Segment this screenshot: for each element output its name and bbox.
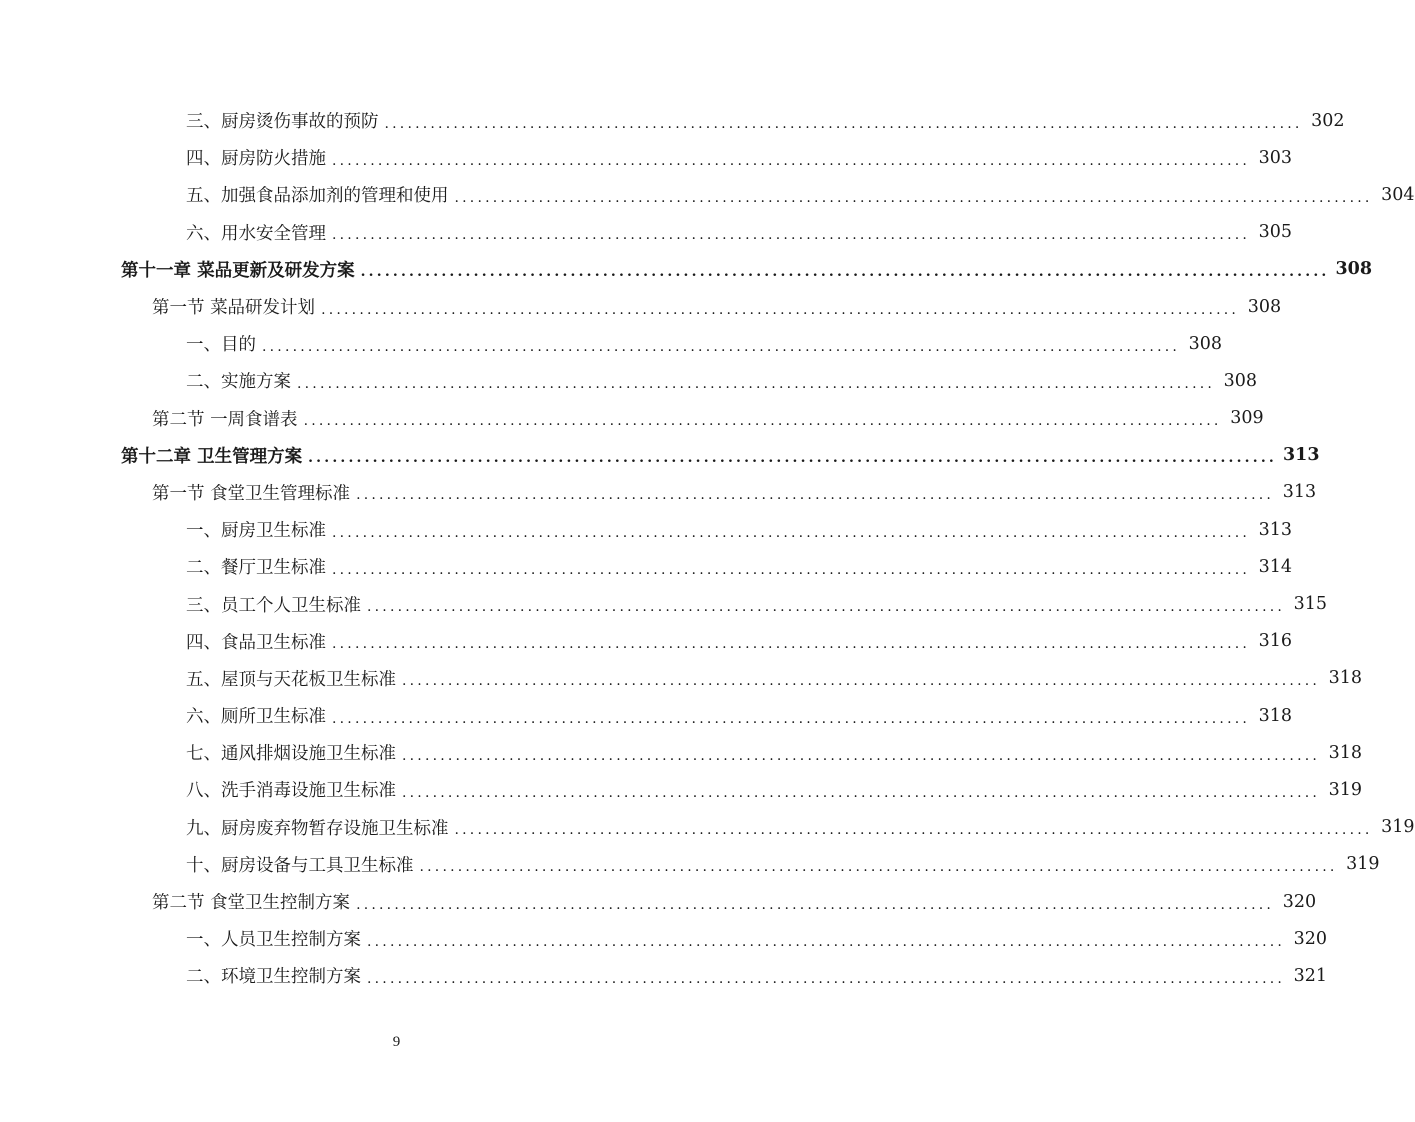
toc-entry-title: 第二节 一周食谱表 — [152, 409, 298, 430]
toc-entry-page: 313 — [1282, 445, 1320, 466]
toc-dot-leader: ........................................................................................................................ — [356, 487, 1275, 504]
toc-entry-page: 315 — [1293, 594, 1328, 615]
toc-entry-title: 六、用水安全管理 — [186, 223, 326, 244]
toc-entry-title: 一、厨房卫生标准 — [186, 521, 326, 542]
toc-entry-title: 五、屋顶与天花板卫生标准 — [186, 669, 396, 690]
toc-entry-title: 二、环境卫生控制方案 — [186, 967, 361, 988]
toc-entry[interactable] — [0, 176, 1415, 213]
toc-entry-page: 321 — [1293, 965, 1328, 986]
toc-entry-title: 第十二章 卫生管理方案 — [121, 446, 303, 467]
toc-entry-page: 318 — [1328, 742, 1363, 763]
toc-entry-title: 一、目的 — [186, 335, 256, 356]
toc-dot-leader: ........................................................................................................................ — [454, 189, 1373, 206]
toc-entry-page: 319 — [1381, 817, 1415, 838]
toc-section-entry[interactable] — [0, 474, 1317, 511]
toc-entry-title: 七、通风排烟设施卫生标准 — [186, 744, 396, 765]
toc-entry-page: 305 — [1258, 222, 1293, 243]
toc-dot-leader: ........................................................................................................................ — [384, 115, 1303, 132]
toc-dot-leader: ........................................................................................................................ — [402, 673, 1321, 690]
toc-dot-leader: ........................................................................................................................ — [419, 859, 1338, 876]
toc-entry-page: 308 — [1335, 259, 1373, 280]
toc-entry-page: 314 — [1258, 556, 1293, 577]
toc-entry-title: 十、厨房设备与工具卫生标准 — [186, 855, 414, 876]
toc-entry[interactable] — [0, 214, 1293, 251]
toc-entry-title: 五、加强食品添加剂的管理和使用 — [186, 186, 449, 207]
toc-entry[interactable] — [0, 920, 1328, 957]
toc-entry[interactable] — [0, 623, 1293, 660]
toc-entry-title: 六、厕所卫生标准 — [186, 707, 326, 728]
toc-dot-leader: ........................................................................................................................ — [367, 970, 1286, 987]
toc-entry-page: 313 — [1282, 482, 1317, 503]
toc-entry[interactable] — [0, 511, 1293, 548]
toc-entry-page: 316 — [1258, 631, 1293, 652]
toc-entry-page: 309 — [1230, 408, 1264, 429]
toc-entry-title: 三、员工个人卫生标准 — [186, 595, 361, 616]
page-number: 9 — [392, 1034, 401, 1050]
toc-entry-page: 320 — [1282, 891, 1317, 912]
toc-dot-leader: ........................................................................................................................ — [332, 152, 1251, 169]
toc-entry-page: 304 — [1381, 184, 1415, 205]
toc-dot-leader: ........................................................................................................................ — [367, 933, 1286, 950]
toc-entry-page: 302 — [1311, 110, 1345, 131]
toc-entry-page: 318 — [1258, 705, 1293, 726]
toc-entry[interactable] — [0, 102, 1345, 139]
toc-entry[interactable] — [0, 548, 1293, 585]
toc-entry[interactable] — [0, 362, 1258, 399]
toc-dot-leader: ........................................................................................................................ — [332, 636, 1251, 653]
toc-entry[interactable] — [0, 697, 1293, 734]
toc-entry[interactable] — [0, 734, 1363, 771]
toc-entry-title: 一、人员卫生控制方案 — [186, 930, 361, 951]
toc-entry-page: 319 — [1328, 779, 1363, 800]
toc-entry[interactable] — [0, 325, 1223, 362]
toc-section-entry[interactable] — [0, 883, 1317, 920]
toc-dot-leader: ........................................................................................................................ — [303, 413, 1222, 430]
toc-entry-page: 308 — [1223, 370, 1258, 391]
toc-entry-page: 303 — [1258, 147, 1293, 168]
toc-dot-leader: ........................................................................................................................ — [297, 375, 1216, 392]
toc-entry-title: 九、厨房废弃物暂存设施卫生标准 — [186, 818, 449, 839]
toc-entry-page: 308 — [1188, 333, 1223, 354]
toc-entry-title: 第一节 食堂卫生管理标准 — [152, 483, 351, 504]
toc-entry-title: 第十一章 菜品更新及研发方案 — [121, 260, 355, 281]
toc-section-entry[interactable] — [0, 400, 1264, 437]
toc-entry[interactable] — [0, 809, 1415, 846]
toc-dot-leader: ........................................................................................................................ — [332, 227, 1251, 244]
toc-entry-title: 三、厨房烫伤事故的预防 — [186, 112, 379, 133]
toc-entry-title: 四、食品卫生标准 — [186, 632, 326, 653]
table-of-contents — [0, 102, 1415, 995]
toc-entry[interactable] — [0, 585, 1328, 622]
toc-entry[interactable] — [0, 771, 1363, 808]
toc-entry-page: 308 — [1247, 296, 1282, 317]
toc-entry-title: 二、实施方案 — [186, 372, 291, 393]
toc-dot-leader: ........................................................................................................................ — [321, 301, 1240, 318]
toc-dot-leader: ........................................................................................................................ — [332, 524, 1251, 541]
toc-dot-leader: ........................................................................................................................ — [367, 599, 1286, 616]
toc-entry-page: 320 — [1293, 928, 1328, 949]
toc-entry-title: 第一节 菜品研发计划 — [152, 298, 316, 319]
toc-entry-title: 第二节 食堂卫生控制方案 — [152, 893, 351, 914]
toc-dot-leader: ........................................................................................................................ — [356, 896, 1275, 913]
toc-entry-page: 313 — [1258, 519, 1293, 540]
toc-entry-page: 319 — [1346, 854, 1380, 875]
toc-dot-leader: ........................................................................................................................ — [360, 264, 1330, 281]
toc-dot-leader: ........................................................................................................................ — [454, 822, 1373, 839]
toc-entry[interactable] — [0, 846, 1380, 883]
toc-entry-title: 四、厨房防火措施 — [186, 149, 326, 170]
toc-entry-page: 318 — [1328, 668, 1363, 689]
toc-chapter-entry[interactable] — [0, 251, 1373, 288]
toc-dot-leader: ........................................................................................................................ — [332, 710, 1251, 727]
toc-dot-leader: ........................................................................................................................ — [308, 450, 1277, 467]
toc-entry[interactable] — [0, 139, 1293, 176]
toc-section-entry[interactable] — [0, 288, 1282, 325]
toc-dot-leader: ........................................................................................................................ — [262, 338, 1181, 355]
toc-dot-leader: ........................................................................................................................ — [402, 784, 1321, 801]
toc-chapter-entry[interactable] — [0, 437, 1320, 474]
toc-dot-leader: ........................................................................................................................ — [402, 747, 1321, 764]
toc-entry-title: 二、餐厅卫生标准 — [186, 558, 326, 579]
toc-entry[interactable] — [0, 957, 1328, 994]
toc-entry[interactable] — [0, 660, 1363, 697]
toc-entry-title: 八、洗手消毒设施卫生标准 — [186, 781, 396, 802]
toc-dot-leader: ........................................................................................................................ — [332, 561, 1251, 578]
